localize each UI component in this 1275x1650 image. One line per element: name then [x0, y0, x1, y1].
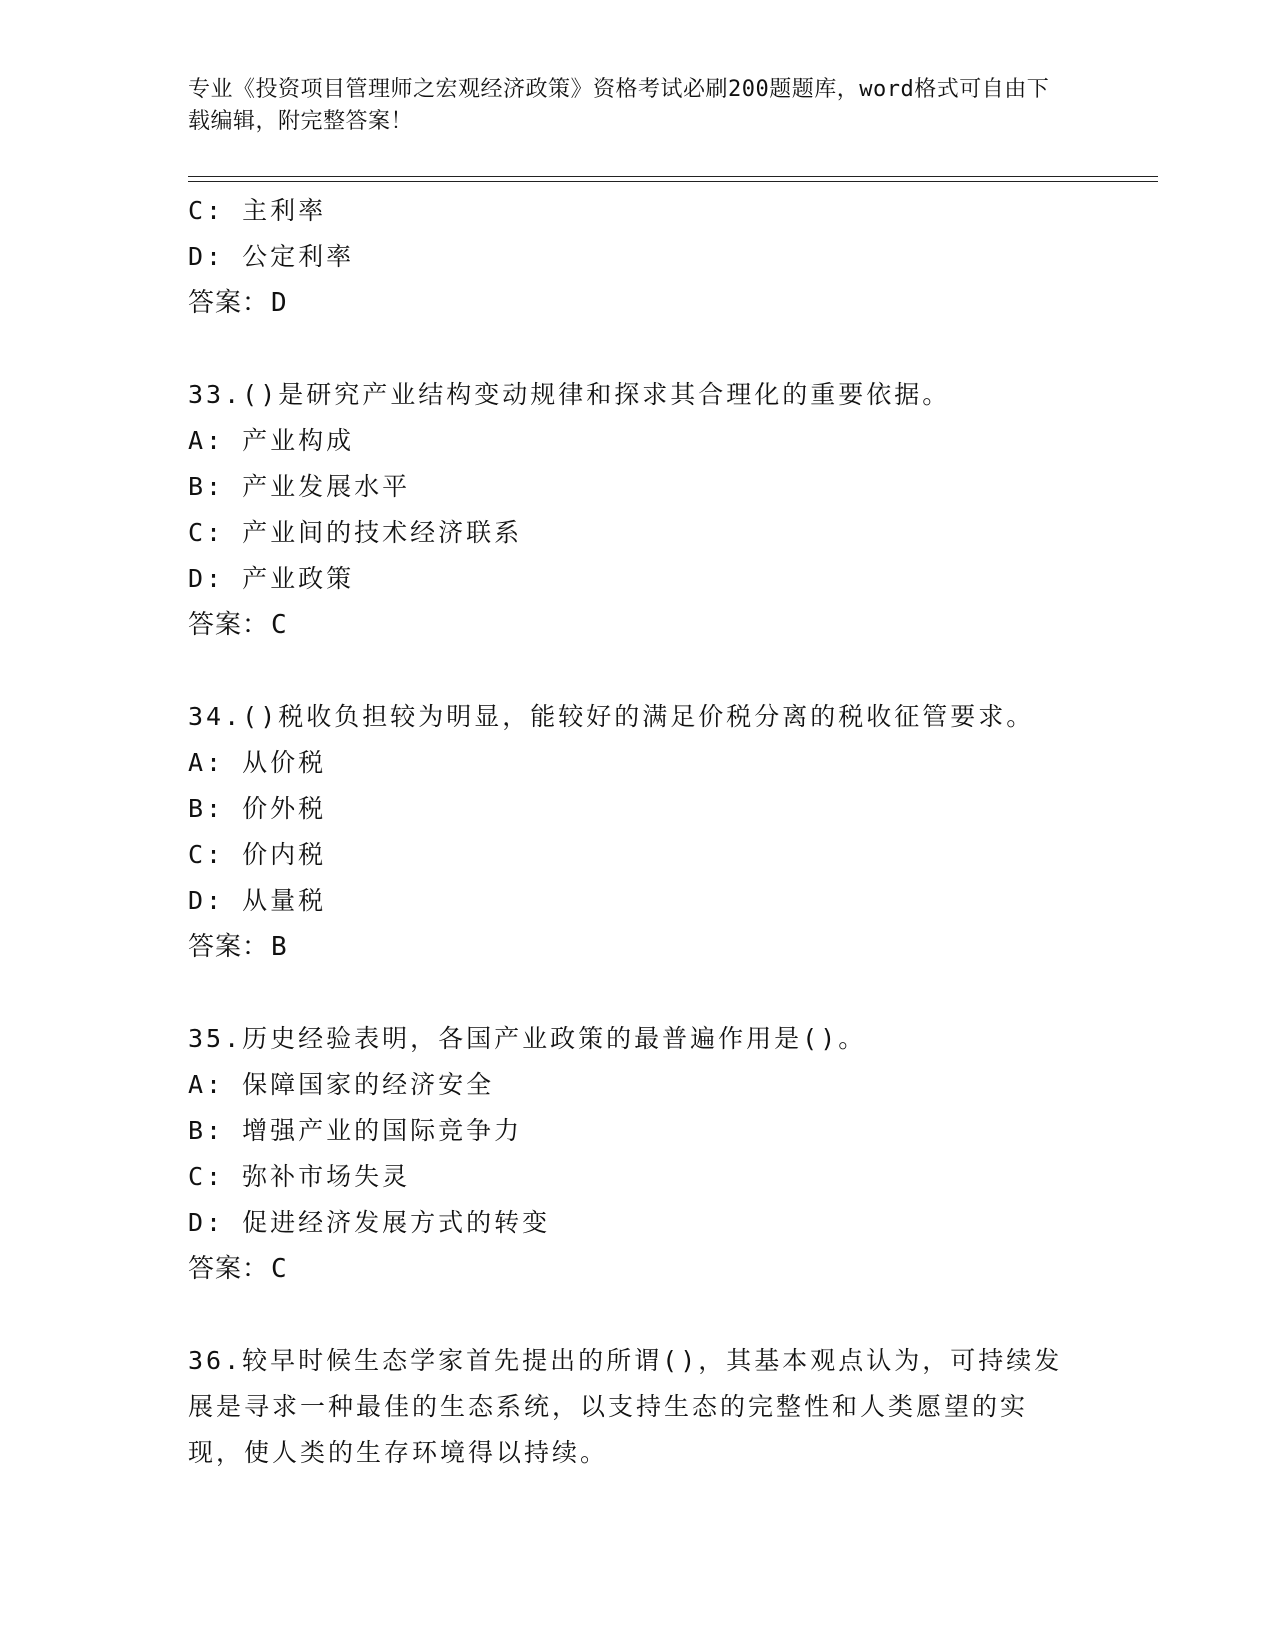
- spacer: [188, 970, 1088, 1016]
- question-stem: 35.历史经验表明，各国产业政策的最普遍作用是()。: [188, 1024, 867, 1053]
- answer-line: [188, 602, 1088, 648]
- option-c: C: 主利率: [188, 196, 327, 225]
- answer-line: [188, 1246, 1088, 1292]
- option-d: D: 公定利率: [188, 242, 355, 271]
- answer-line: [188, 924, 1088, 970]
- answer-value: B: [271, 932, 288, 962]
- question-stem: 33.()是研究产业结构变动规律和探求其合理化的重要依据。: [188, 380, 951, 409]
- option-b: B: 增强产业的国际竞争力: [188, 1116, 523, 1145]
- answer-value: D: [271, 288, 288, 318]
- option-b: B: 产业发展水平: [188, 472, 411, 501]
- question-block-32: [188, 188, 1088, 326]
- option-c: C: 弥补市场失灵: [188, 1162, 411, 1191]
- header-rule-bottom: [188, 181, 1158, 182]
- option-a: A: 产业构成: [188, 426, 355, 455]
- question-list: [188, 188, 1088, 1476]
- spacer: [188, 326, 1088, 372]
- answer-label: 答案：: [188, 288, 270, 318]
- answer-label: 答案：: [188, 932, 270, 962]
- question-stem: 34.()税收负担较为明显，能较好的满足价税分离的税收征管要求。: [188, 702, 1035, 731]
- question-block-36: [188, 1338, 1088, 1476]
- option-b: B: 价外税: [188, 794, 327, 823]
- option-a: A: 从价税: [188, 748, 327, 777]
- question-block-35: [188, 1016, 1088, 1292]
- question-block-33: [188, 372, 1088, 648]
- spacer: [188, 648, 1088, 694]
- answer-value: C: [271, 610, 288, 640]
- answer-label: 答案：: [188, 610, 270, 640]
- option-a: A: 保障国家的经济安全: [188, 1070, 495, 1099]
- document-header: 专业《投资项目管理师之宏观经济政策》资格考试必刷200题题库，word格式可自由下载编辑，附完整答案！: [188, 77, 1050, 134]
- spacer: [188, 1292, 1088, 1338]
- question-stem: 36.较早时候生态学家首先提出的所谓()，其基本观点认为，可持续发展是寻求一种最佳的生态系统，以支持生态的完整性和人类愿望的实现，使人类的生存环境得以持续。: [188, 1346, 1063, 1467]
- question-block-34: [188, 694, 1088, 970]
- option-d: D: 产业政策: [188, 564, 355, 593]
- option-d: D: 从量税: [188, 886, 327, 915]
- answer-value: C: [271, 1254, 288, 1284]
- option-c: C: 产业间的技术经济联系: [188, 518, 523, 547]
- option-c: C: 价内税: [188, 840, 327, 869]
- header-rule-top: [188, 176, 1158, 177]
- answer-line: [188, 280, 1088, 326]
- option-d: D: 促进经济发展方式的转变: [188, 1208, 551, 1237]
- answer-label: 答案：: [188, 1254, 270, 1284]
